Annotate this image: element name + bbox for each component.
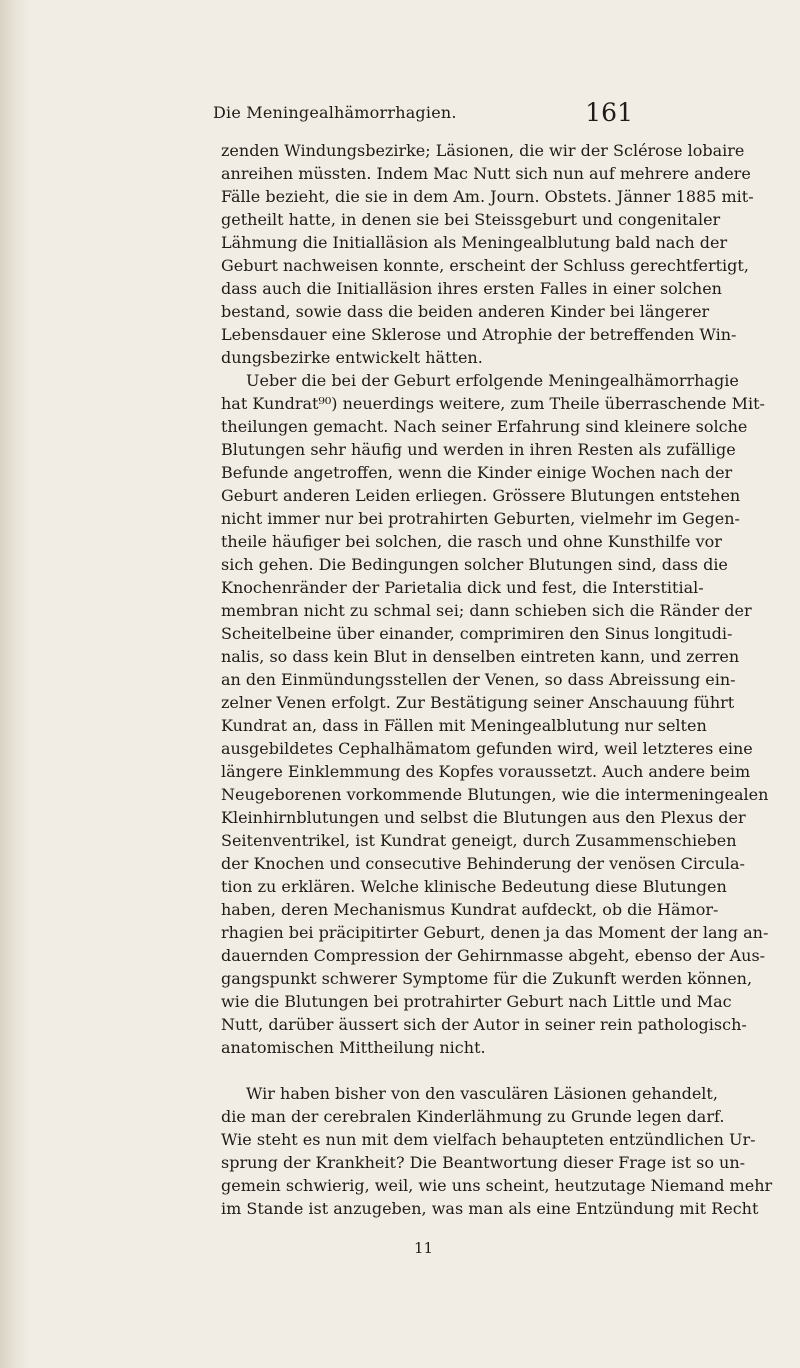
text-line: membran nicht zu schmal sei; dann schieben sich die Ränder der [221, 601, 752, 620]
text-line: Blutungen sehr häufig und werden in ihren Resten als zufällige [221, 440, 736, 459]
text-line: theilungen gemacht. Nach seiner Erfahrung sind kleinere solche [221, 417, 748, 436]
text-line: getheilt hatte, in denen sie bei Steissgeburt und congenitaler [221, 210, 721, 229]
text-line: Geburt nachweisen konnte, erscheint der Schluss gerechtfertigt, [221, 256, 749, 275]
text-line: Kleinhirnblutungen und selbst die Blutungen aus den Plexus der [221, 808, 746, 827]
text-line: Wir haben bisher von den vasculären Läsionen gehandelt, [246, 1084, 718, 1103]
text-line: rhagien bei präcipitirter Geburt, denen ja das Moment der lang an- [221, 923, 769, 942]
text-line: dauernden Compression der Gehirnmasse abgeht, ebenso der Aus- [221, 946, 766, 965]
page-number: 161 [585, 98, 633, 127]
text-line: im Stande ist anzugeben, was man als eine Entzündung mit Recht [221, 1199, 759, 1218]
text-line: an den Einmündungsstellen der Venen, so dass Abreissung ein- [221, 670, 736, 689]
text-line: anreihen müssten. Indem Mac Nutt sich nun auf mehrere andere [221, 164, 751, 183]
text-line: Neugeborenen vorkommende Blutungen, wie die intermeningealen [221, 785, 769, 804]
text-line: gemein schwierig, weil, wie uns scheint, heutzutage Niemand mehr [221, 1176, 773, 1195]
text-line: Knochenränder der Parietalia dick und fest, die Interstitial- [221, 578, 704, 597]
paragraph-2 [221, 369, 769, 1059]
text-line: Geburt anderen Leiden erliegen. Grössere Blutungen entstehen [221, 486, 741, 505]
text-line: Seitenventrikel, ist Kundrat geneigt, durch Zusammenschieben [221, 831, 737, 850]
text-line: der Knochen und consecutive Behinderung der venösen Circula- [221, 854, 745, 873]
signature-mark: 11 [414, 1239, 434, 1257]
text-line: Ueber die bei der Geburt erfolgende Meningealhämorrhagie [246, 371, 739, 390]
text-line: zenden Windungsbezirke; Läsionen, die wir der Sclérose lobaire [221, 141, 745, 160]
text-line: längere Einklemmung des Kopfes voraussetzt. Auch andere beim [221, 762, 751, 781]
running-title: Die Meningealhämorrhagien. [213, 103, 457, 122]
text-line: Kundrat an, dass in Fällen mit Meningealblutung nur selten [221, 716, 707, 735]
text-line: zelner Venen erfolgt. Zur Bestätigung seiner Anschauung führt [221, 693, 735, 712]
page-header [183, 98, 633, 128]
text-line: Wie steht es nun mit dem vielfach behaupteten entzündlichen Ur- [221, 1130, 756, 1149]
text-line: bestand, sowie dass die beiden anderen Kinder bei längerer [221, 302, 710, 321]
text-line: Lebensdauer eine Sklerose und Atrophie der betreffenden Win- [221, 325, 737, 344]
text-line: gangspunkt schwerer Symptome für die Zukunft werden können, [221, 969, 753, 988]
paragraph-gap [248, 1059, 698, 1082]
text-line: theile häufiger bei solchen, die rasch und ohne Kunsthilfe vor [221, 532, 722, 551]
text-line: wie die Blutungen bei protrahirter Geburt nach Little und Mac [221, 992, 732, 1011]
text-line: Befunde angetroffen, wenn die Kinder einige Wochen nach der [221, 463, 733, 482]
text-line: dass auch die Initialläsion ihres ersten Falles in einer solchen [221, 279, 722, 298]
text-line: sich gehen. Die Bedingungen solcher Blutungen sind, dass die [221, 555, 728, 574]
paragraph-1 [221, 139, 754, 369]
text-line: ausgebildetes Cephalhämatom gefunden wird, weil letzteres eine [221, 739, 753, 758]
text-line: tion zu erklären. Welche klinische Bedeutung diese Blutungen [221, 877, 727, 896]
text-line: haben, deren Mechanismus Kundrat aufdeckt, ob die Hämor- [221, 900, 719, 919]
page-gutter-shadow [0, 0, 30, 1368]
text-line: nalis, so dass kein Blut in denselben eintreten kann, und zerren [221, 647, 740, 666]
text-line: die man der cerebralen Kinderlähmung zu Grunde legen darf. [221, 1107, 725, 1126]
text-line: anatomischen Mittheilung nicht. [221, 1038, 486, 1057]
text-line: Lähmung die Initialläsion als Meningealblutung bald nach der [221, 233, 728, 252]
body-text [221, 139, 773, 1220]
text-line: Fälle bezieht, die sie in dem Am. Journ. Obstets. Jänner 1885 mit- [221, 187, 754, 206]
text-line: hat Kundrat⁹⁰) neuerdings weitere, zum Theile überraschende Mit- [221, 394, 765, 413]
paragraph-3 [221, 1082, 773, 1220]
text-line: Nutt, darüber äussert sich der Autor in seiner rein pathologisch- [221, 1015, 747, 1034]
text-line: Scheitelbeine über einander, comprimiren den Sinus longitudi- [221, 624, 733, 643]
text-line: dungsbezirke entwickelt hätten. [221, 348, 483, 367]
text-line: sprung der Krankheit? Die Beantwortung dieser Frage ist so un- [221, 1153, 746, 1172]
text-line: nicht immer nur bei protrahirten Geburten, vielmehr im Gegen- [221, 509, 740, 528]
